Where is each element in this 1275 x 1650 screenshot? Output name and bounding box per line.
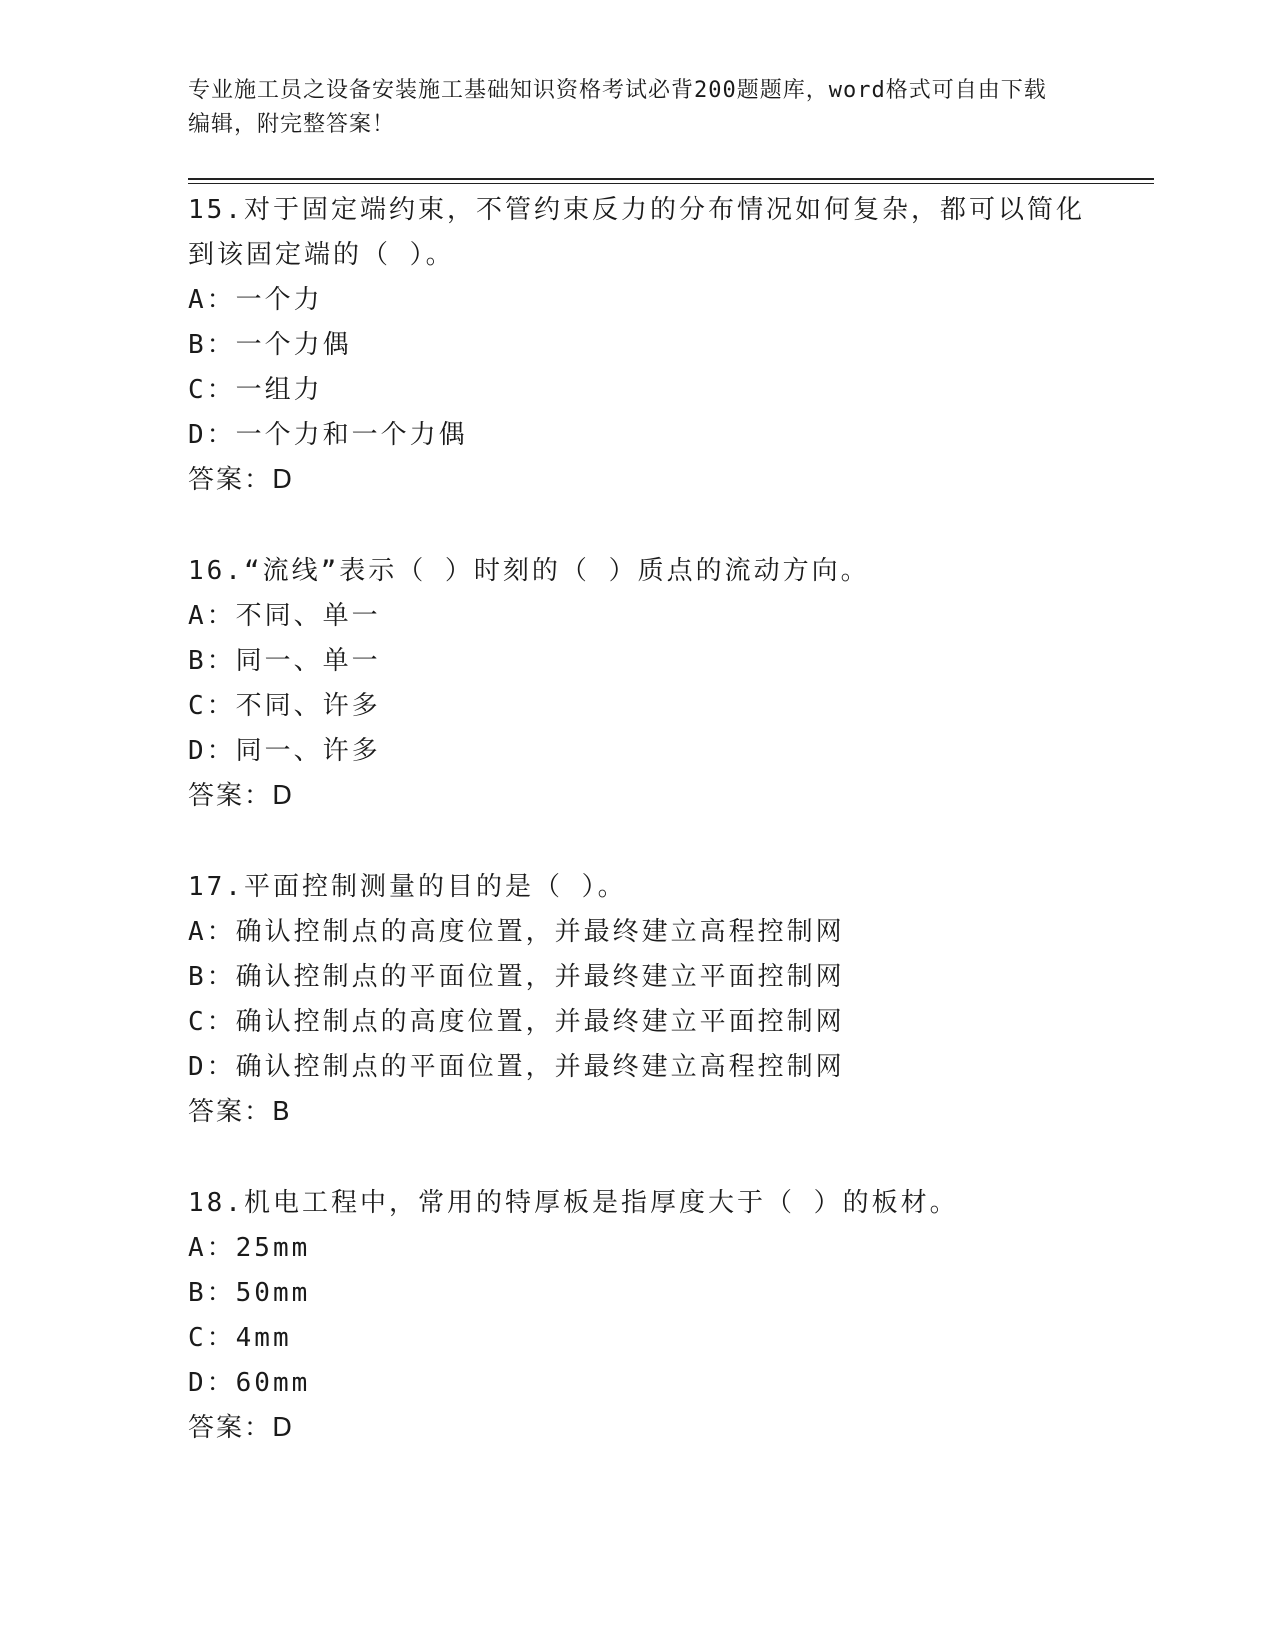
question-15 [188, 188, 1088, 503]
option-d: D：一个力和一个力偶 [188, 420, 468, 450]
option-b: B：同一、单一 [188, 646, 381, 676]
answer-text: 答案：D [188, 465, 295, 495]
option-c: C：4mm [188, 1323, 292, 1353]
option-a: A：不同、单一 [188, 601, 381, 631]
option-a: A：25mm [188, 1233, 311, 1263]
document-header: 专业施工员之设备安装施工基础知识资格考试必背200题题库，word格式可自由下载编辑，附完整答案！ [188, 78, 1047, 137]
question-text: 15.对于固定端约束，不管约束反力的分布情况如何复杂，都可以简化到该固定端的（ ）。 [188, 195, 1085, 270]
question-text: 18.机电工程中，常用的特厚板是指厚度大于（ ）的板材。 [188, 1188, 959, 1218]
answer-text: 答案：D [188, 781, 295, 811]
option-b: B：一个力偶 [188, 330, 352, 360]
answer-text: 答案：D [188, 1413, 295, 1443]
header-divider-thick [188, 178, 1154, 180]
option-d: D：确认控制点的平面位置，并最终建立高程控制网 [188, 1052, 845, 1082]
question-text: 16.“流线”表示（ ）时刻的（ ）质点的流动方向。 [188, 556, 870, 586]
question-17 [188, 865, 1088, 1135]
option-d: D：同一、许多 [188, 736, 381, 766]
question-text: 17.平面控制测量的目的是（ ）。 [188, 872, 627, 902]
answer-text: 答案：B [188, 1097, 292, 1127]
option-d: D：60mm [188, 1368, 311, 1398]
question-list [188, 188, 1088, 1497]
option-b: B：50mm [188, 1278, 311, 1308]
header-divider-thin [188, 183, 1154, 184]
question-18 [188, 1181, 1088, 1451]
option-c: C：确认控制点的高度位置，并最终建立平面控制网 [188, 1007, 845, 1037]
option-c: C：不同、许多 [188, 691, 381, 721]
question-16 [188, 549, 1088, 819]
option-a: A：确认控制点的高度位置，并最终建立高程控制网 [188, 917, 845, 947]
option-a: A：一个力 [188, 285, 323, 315]
option-c: C：一组力 [188, 375, 323, 405]
option-b: B：确认控制点的平面位置，并最终建立平面控制网 [188, 962, 845, 992]
